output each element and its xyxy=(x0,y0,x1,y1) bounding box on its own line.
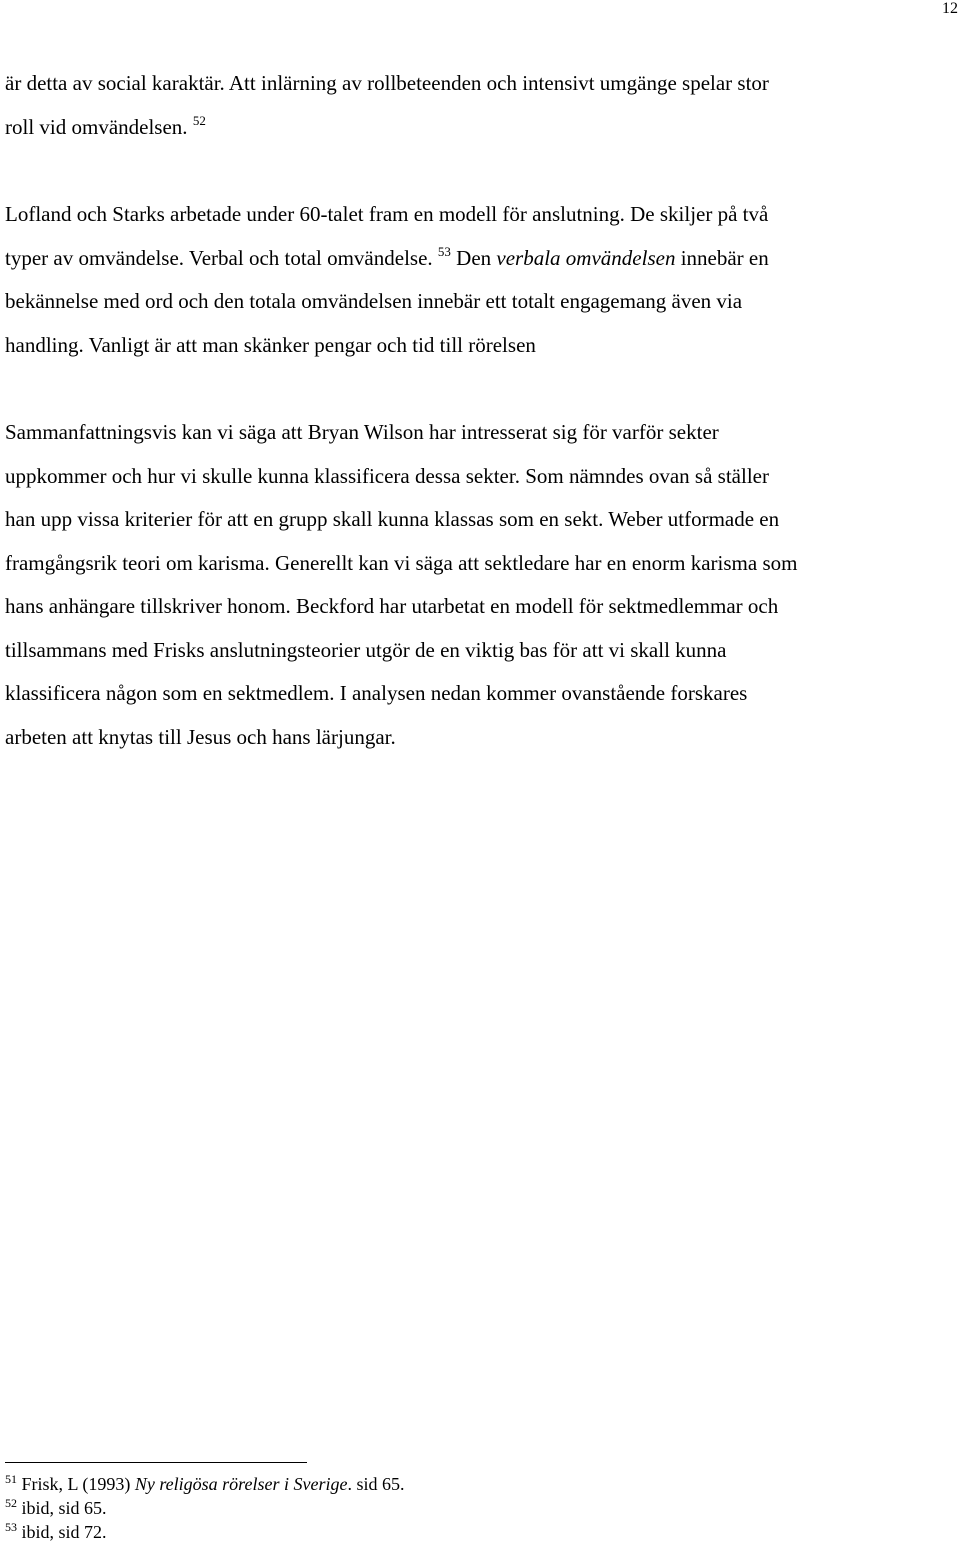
text-line: typer av omvändelse. Verbal och total omvändelse. $^{53}$ Den verbala omvändelsen innebär en xyxy=(5,243,769,270)
text-line: är detta av social karaktär. Att inlärning av rollbeteenden och intensivt umgänge spelar stor xyxy=(5,71,769,95)
text-line: klassificera någon som en sektmedlem. I analysen nedan kommer ovanstående forskares xyxy=(5,681,748,705)
text-line: handling. Vanligt är att man skänker pengar och tid till rörelsen xyxy=(5,332,536,357)
page-number: 12 xyxy=(942,0,958,17)
footnote-51: $^{51}$ Frisk, L (1993) Ny religösa rörelser i Sverige. sid 65. xyxy=(5,1472,405,1494)
footnote-52: $^{52}$ ibid, sid 65. xyxy=(5,1496,107,1518)
text-line: arbeten att knytas till Jesus och hans lärjungar. xyxy=(5,724,396,749)
text-line: framgångsrik teori om karisma. Generellt kan vi säga att sektledare har en enorm karisma som xyxy=(5,550,798,575)
text-line: hans anhängare tillskriver honom. Beckford har utarbetat en modell för sektmedlemmar och xyxy=(5,594,779,618)
paragraph-2 xyxy=(5,193,960,367)
text-line: roll vid omvändelsen. $^{52}$ xyxy=(5,112,206,139)
footnotes xyxy=(5,1462,705,1544)
text-line: Sammanfattningsvis kan vi säga att Bryan Wilson har intresserat sig för varför sekter xyxy=(5,420,719,444)
italic-term: verbala omvändelsen xyxy=(496,245,676,270)
paragraph-3 xyxy=(5,411,960,759)
text-line: Lofland och Starks arbetade under 60-talet fram en modell för anslutning. De skiljer på två xyxy=(5,202,769,226)
text-line: uppkommer och hur vi skulle kunna klassificera dessa sekter. Som nämndes ovan så ställer xyxy=(5,463,769,488)
footnote-ref-52: 52 xyxy=(192,112,206,128)
text-line: tillsammans med Frisks anslutningsteorier utgör de en viktig bas för att vi skall kunna xyxy=(5,637,727,662)
paragraph-1 xyxy=(5,62,960,149)
footnote-ref-53: 53 xyxy=(437,243,451,259)
text-line: han upp vissa kriterier för att en grupp skall kunna klassas som en sekt. Weber utformade en xyxy=(5,507,780,531)
text-line: bekännelse med ord och den totala omvändelsen innebär ett totalt engagemang även via xyxy=(5,289,743,313)
footnote-separator xyxy=(5,1462,307,1463)
footnote-53: $^{53}$ ibid, sid 72. xyxy=(5,1520,107,1542)
